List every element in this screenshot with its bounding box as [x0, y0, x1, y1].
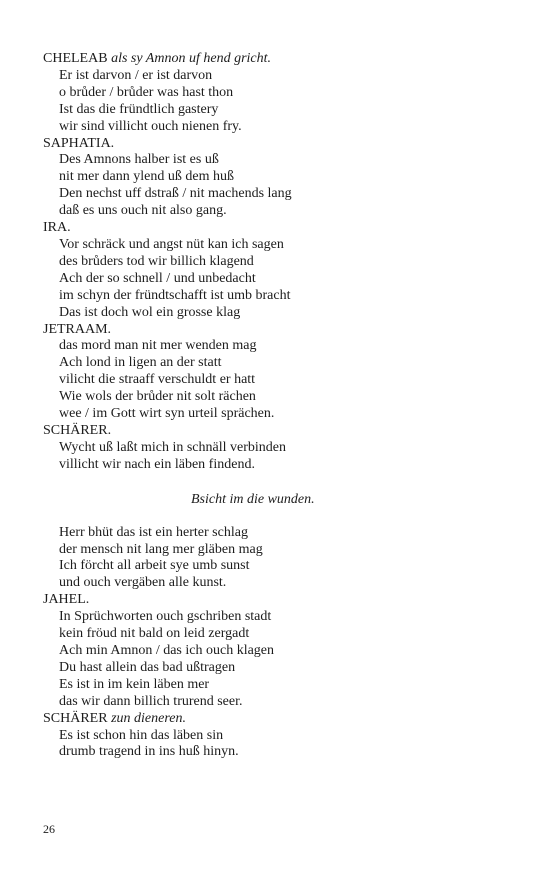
verse-line: Es ist schon hin das läben sin	[59, 727, 224, 743]
verse-line: Ist das die fründtlich gastery	[59, 101, 219, 117]
speaker-line	[43, 136, 513, 153]
speaker-line	[43, 322, 513, 339]
speaker-name: IRA.	[43, 220, 71, 236]
speaker-line	[43, 592, 513, 609]
verse-line: drumb tragend in ins huß hinyn.	[59, 744, 239, 760]
speaker-name: CHELEAB	[43, 51, 108, 66]
verse-line: das wir dann billich trurend seer.	[59, 693, 243, 709]
verse-line: Ach min Amnon / das ich ouch klagen	[59, 643, 275, 658]
verse-line: In Sprüchworten ouch gschriben stadt	[59, 609, 272, 625]
speaker-name: JETRAAM.	[43, 321, 112, 337]
verse-line: Ich förcht all arbeit sye umb sunst	[59, 558, 250, 574]
speaker-line	[43, 711, 513, 728]
speaker-name: SCHÄRER.	[43, 422, 112, 438]
verse-line: Du hast allein das bad ußtragen	[59, 659, 236, 675]
play-text	[43, 51, 513, 761]
speaker-line	[43, 423, 513, 440]
verse-line: im schyn der fründtschafft ist umb bracht	[59, 287, 291, 303]
speaker-name: JAHEL.	[43, 592, 90, 608]
verse-line: Wie wols der brůder nit solt rächen	[59, 389, 256, 405]
verse-line: Es ist in im kein läben mer	[59, 676, 210, 692]
speaker-line	[43, 51, 513, 68]
verse-line: Ach der so schnell / und unbedacht	[59, 270, 256, 286]
verse-line: Das ist doch wol ein grosse klag	[59, 304, 241, 320]
speaker-direction: zun dieneren.	[111, 710, 186, 726]
verse-line: daß es uns ouch nit also gang.	[59, 203, 227, 219]
verse-line: Wycht uß laßt mich in schnäll verbinden	[59, 439, 286, 455]
verse-line: Vor schräck und angst nüt kan ich sagen	[59, 236, 284, 252]
verse-line: Herr bhüt das ist ein herter schlag	[59, 524, 248, 540]
verse-line: des brůders tod wir billich klagend	[59, 253, 254, 269]
speaker-name: SCHÄRER	[43, 710, 108, 726]
verse-line: wee / im Gott wirt syn urteil sprächen.	[59, 406, 275, 422]
verse-line: villicht wir nach ein läben findend.	[59, 456, 255, 472]
verse-line: Er ist darvon / er ist darvon	[59, 67, 213, 83]
speaker-direction: als sy Amnon uf hend gricht.	[111, 51, 272, 66]
verse-line: nit mer dann ylend uß dem huß	[59, 169, 234, 185]
verse-line: kein fröud nit bald on leid zergadt	[59, 626, 250, 642]
verse-line: und ouch vergäben alle kunst.	[59, 575, 227, 591]
verse-line: der mensch nit lang mer gläben mag	[59, 541, 263, 557]
stage-direction: Bsicht im die wunden.	[191, 491, 315, 507]
verse-line: wir sind villicht ouch nienen fry.	[59, 118, 242, 134]
speaker-line	[43, 220, 513, 237]
speaker-name: SAPHATIA.	[43, 135, 115, 151]
page-number: 26	[43, 822, 55, 836]
verse-line: vilicht die straaff verschuldt er hatt	[59, 372, 256, 388]
verse-line: o brůder / brůder was hast thon	[59, 84, 234, 100]
verse-line: Ach lond in ligen an der statt	[59, 355, 222, 371]
verse-line: Den nechst uff dstraß / nit machends lang	[59, 186, 292, 202]
verse-line: Des Amnons halber ist es uß	[59, 152, 219, 168]
verse-line: das mord man nit mer wenden mag	[59, 338, 257, 354]
